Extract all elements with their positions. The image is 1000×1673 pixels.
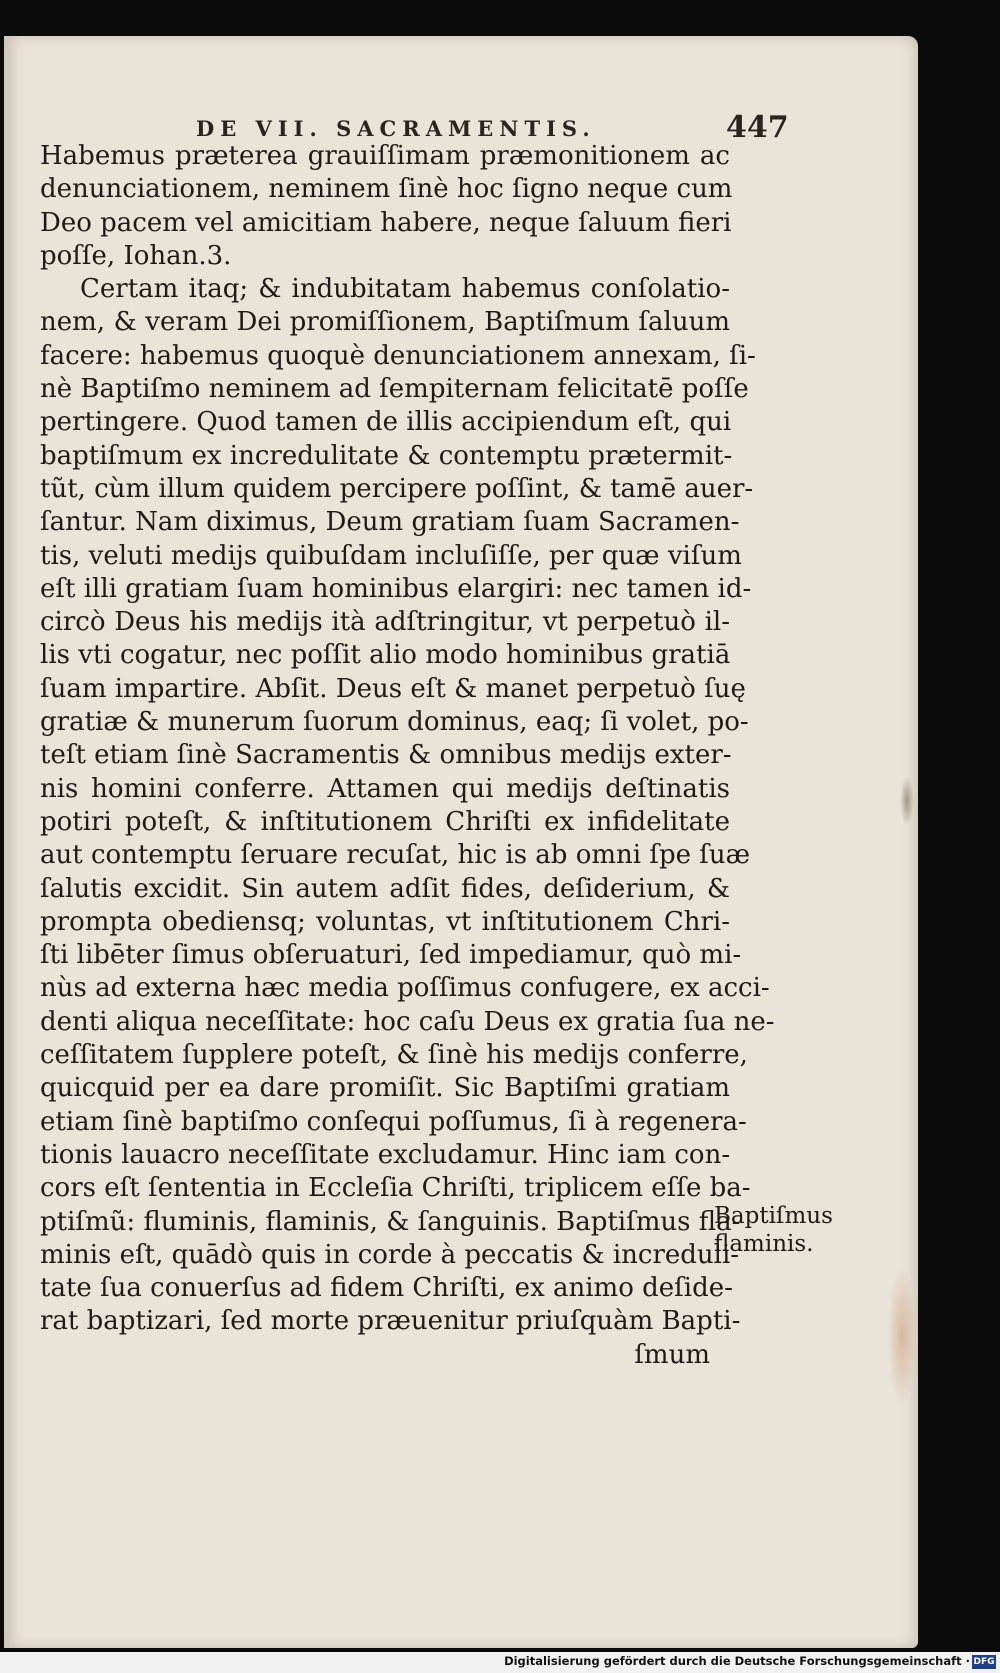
text-line: Habemus præterea grauiſſimam præmonitionem ac bbox=[40, 141, 730, 171]
text-line: ceſſitatem ſupplere poteſt, & ſinè his medijs conferre, bbox=[40, 1040, 748, 1071]
text-line: baptiſmum ex incredulitate & contemptu prætermit- bbox=[40, 440, 733, 471]
text-line: ſuam impartire. Abſit. Deus eſt & manet perpetuò ſuę bbox=[40, 673, 746, 704]
text-line: pertingere. Quod tamen de illis accipiendum eſt, qui bbox=[40, 407, 732, 438]
text-line: ptiſmũ: fluminis, flaminis, & ſanguinis. Baptiſmus fla- bbox=[40, 1206, 741, 1237]
text-line: eſt illi gratiam ſuam hominibus elargiri: nec tamen id- bbox=[40, 573, 752, 604]
text-line: ſalutis excidit. Sin autem adſit fides, deſiderium, & bbox=[40, 873, 730, 904]
text-line: gratiæ & munerum ſuorum dominus, eaq; ſi volet, po- bbox=[40, 707, 749, 738]
text-line: lis vti cogatur, nec poſſit alio modo hominibus gratiā bbox=[40, 640, 731, 671]
text-line: potiri poteſt, & inſtitutionem Chriſti ex infidelitate bbox=[40, 806, 730, 837]
page-stain bbox=[900, 776, 914, 826]
text-line: tionis lauacro neceſſitate excludamur. Hinc iam con- bbox=[40, 1139, 731, 1170]
text-line: Deo pacem vel amicitiam habere, neque ſaluum fieri bbox=[40, 207, 732, 238]
text-line: ſantur. Nam diximus, Deum gratiam ſuam Sacramen- bbox=[40, 507, 740, 538]
text-line: nùs ad externa hæc media poſſimus confugere, ex acci- bbox=[40, 973, 770, 1004]
text-line: facere: habemus quoquè denunciationem annexam, ſi- bbox=[40, 340, 756, 371]
text-line: Certam itaq; & indubitatam habemus conſolatio- bbox=[80, 274, 730, 305]
text-line: ſti libēter ſimus obſeruaturi, ſed impediamur, quò mi- bbox=[40, 940, 742, 971]
marginal-note-line: Baptiſmus bbox=[714, 1203, 833, 1229]
text-line: circò Deus his medijs ità adſtringitur, vt perpetuò il- bbox=[40, 607, 730, 638]
page-stain bbox=[888, 1266, 916, 1406]
text-line: teſt etiam ſinè Sacramentis & omnibus medijs exter- bbox=[40, 740, 732, 771]
text-line: denunciationem, neminem ſinè hoc ſigno neque cum bbox=[40, 174, 733, 205]
marginal-note-line: flaminis. bbox=[714, 1231, 814, 1257]
page-gutter-shadow bbox=[4, 36, 18, 1648]
text-line: etiam ſinè baptiſmo conſequi poſſumus, ſi à regenera- bbox=[40, 1106, 747, 1137]
text-line: nè Baptiſmo neminem ad ſempiternam felicitatē poſſe bbox=[40, 374, 749, 405]
marginal-note bbox=[714, 1202, 844, 1258]
page-number: 447 bbox=[726, 110, 789, 145]
text-line: minis eſt, quādò quis in corde à peccatis & increduli- bbox=[40, 1239, 740, 1270]
text-line: prompta obediensq; voluntas, vt inſtitutionem Chri- bbox=[40, 906, 730, 937]
dfg-logo: DFG bbox=[973, 1657, 995, 1667]
text-line: tũt, cùm illum quidem percipere poſſint, & tamē auer- bbox=[40, 473, 754, 504]
text-line: tis, veluti medijs quibuſdam incluſiſſe, per quæ viſum bbox=[40, 540, 742, 571]
funding-credit: Digitalisierung gefördert durch die Deutsche Forschungsgemeinschaft · bbox=[504, 1654, 970, 1668]
footer-bar bbox=[0, 1652, 1000, 1673]
text-line: rat baptizari, ſed morte præuenitur priuſquàm Bapti- bbox=[40, 1306, 741, 1337]
text-line: aut contemptu ſeruare recuſat, hic is ab omni ſpe ſuæ bbox=[40, 840, 751, 871]
text-line: denti aliqua neceſſitate: hoc caſu Deus ex gratia ſua ne- bbox=[40, 1006, 775, 1037]
text-line: nem, & veram Dei promiſſionem, Baptiſmum ſaluum bbox=[40, 307, 730, 338]
text-line: cors eſt ſententia in Eccleſia Chriſti, triplicem eſſe ba- bbox=[40, 1173, 751, 1204]
catchword: ſmum bbox=[634, 1339, 710, 1370]
text-line: poſſe, Iohan.3. bbox=[40, 240, 232, 271]
text-line: nis homini conferre. Attamen qui medijs deſtinatis bbox=[40, 773, 730, 804]
text-line: tate ſua conuerſus ad fidem Chriſti, ex animo deſide- bbox=[40, 1273, 733, 1304]
text-line: quicquid per ea dare promiſit. Sic Baptiſmi gratiam bbox=[40, 1073, 730, 1104]
body-text bbox=[40, 140, 775, 1372]
running-title: DE VII. SACRAMENTIS. bbox=[196, 116, 596, 141]
